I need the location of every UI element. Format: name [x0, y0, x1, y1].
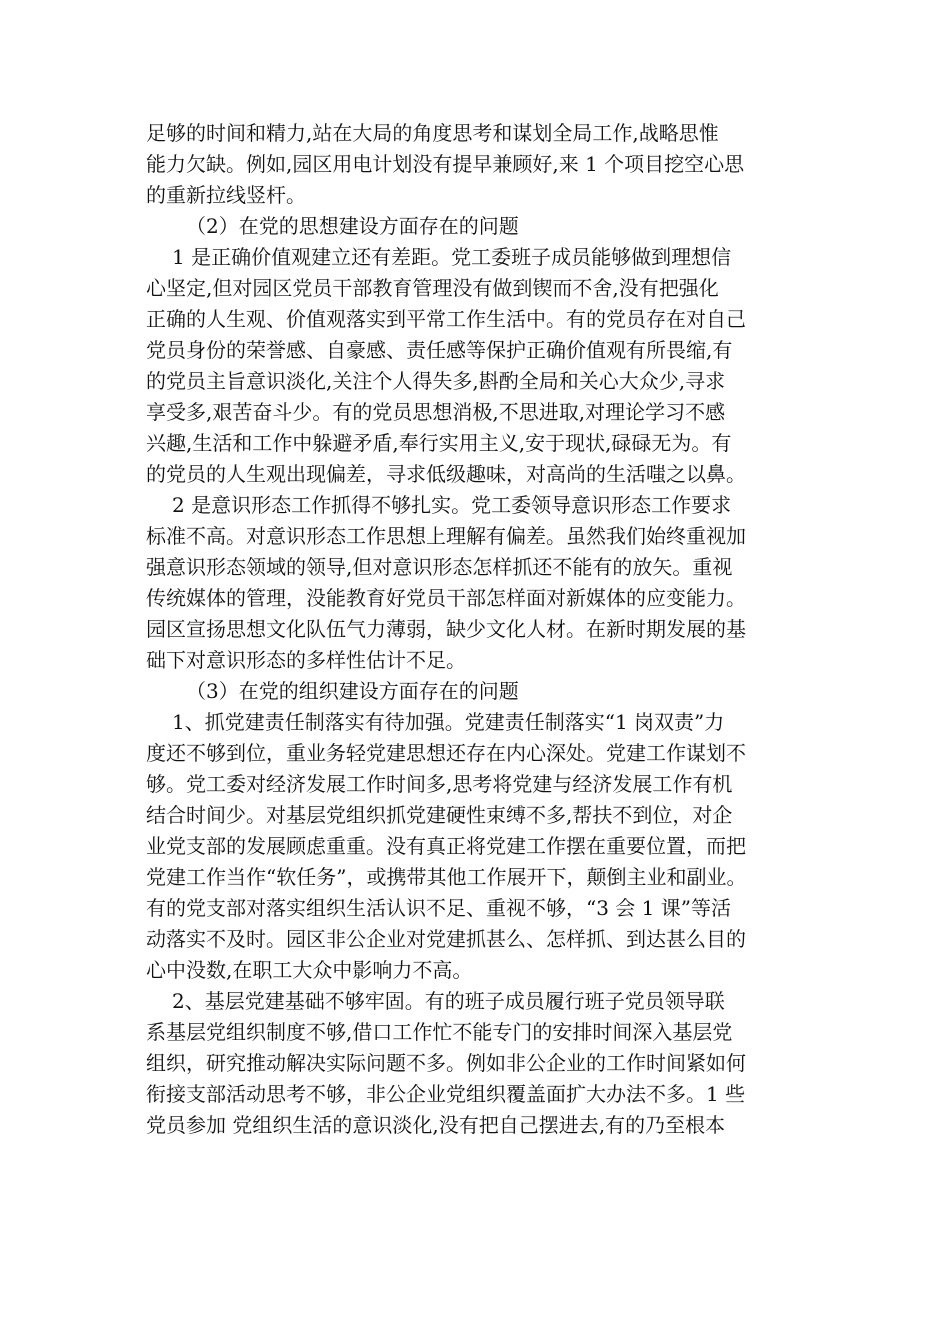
text-line: 标准不高。对意识形态工作思想上理解有偏差。虽然我们始终重视加	[146, 524, 746, 548]
text-line: 园区宣扬思想文化队伍气力薄弱，缺少文化人材。在新时期发展的基	[146, 617, 746, 641]
text-line: 强意识形态领域的领导,但对意识形态怎样抓还不能有的放矢。重视	[146, 555, 733, 579]
paragraph-start: 1 是正确价值观建立还有差距。党工委班子成员能够做到理想信	[172, 245, 732, 269]
text-line: 传统媒体的管理，没能教育好党员干部怎样面对新媒体的应变能力。	[146, 586, 746, 610]
text-line: 础下对意识形态的多样性估计不足。	[146, 648, 466, 672]
text-line: 的重新拉线竖杆。	[146, 183, 306, 207]
text-line: 正确的人生观、价值观落实到平常工作生活中。有的党员存在对自己	[146, 307, 746, 331]
text-line: 业党支部的发展顾虑重重。没有真正将党建工作摆在重要位置，而把	[146, 834, 746, 858]
text-line: 心中没数,在职工大众中影响力不高。	[146, 958, 473, 982]
text-line: 够。党工委对经济发展工作时间多,思考将党建与经济发展工作有机	[146, 772, 733, 796]
paragraph-start: 2 是意识形态工作抓得不够扎实。党工委领导意识形态工作要求	[172, 493, 732, 517]
section-heading: （3）在党的组织建设方面存在的问题	[186, 679, 519, 703]
text-line: 党建工作当作“软任务”，或携带其他工作展开下，颠倒主业和副业。	[146, 865, 747, 889]
text-line: 享受多,艰苦奋斗少。有的党员思想消极,不思进取,对理论学习不感	[146, 400, 726, 424]
text-line: 动落实不及时。园区非公企业对党建抓甚么、怎样抓、到达甚么目的	[146, 927, 746, 951]
text-line: 结合时间少。对基层党组织抓党建硬性束缚不多,帮扶不到位，对企	[146, 803, 733, 827]
paragraph-start: 1、抓党建责任制落实有待加强。党建责任制落实“1 岗双责”力	[172, 710, 725, 734]
text-line: 衔接支部活动思考不够，非公企业党组织覆盖面扩大办法不多。1 些	[146, 1082, 746, 1106]
text-line: 能力欠缺。例如,园区用电计划没有提早兼顾好,来 1 个项目挖空心思	[146, 152, 745, 176]
text-line: 组织，研究推动解决实际问题不多。例如非公企业的工作时间紧如何	[146, 1051, 746, 1075]
text-line: 的党员主旨意识淡化,关注个人得失多,斟酌全局和关心大众少,寻求	[146, 369, 726, 393]
body-text	[146, 118, 816, 1141]
text-line: 系基层党组织制度不够,借口工作忙不能专门的安排时间深入基层党	[146, 1020, 733, 1044]
text-line: 心坚定,但对园区党员干部教育管理没有做到锲而不舍,没有把强化	[146, 276, 719, 300]
section-heading: （2）在党的思想建设方面存在的问题	[186, 214, 519, 238]
paragraph-start: 2、基层党建基础不够牢固。有的班子成员履行班子党员领导联	[172, 989, 725, 1013]
text-line: 有的党支部对落实组织生活认识不足、重视不够，“3 会 1 课”等活	[146, 896, 731, 920]
text-line: 的党员的人生观出现偏差，寻求低级趣味，对高尚的生活嗤之以鼻。	[146, 462, 746, 486]
text-line: 度还不够到位，重业务轻党建思想还存在内心深处。党建工作谋划不	[146, 741, 746, 765]
text-line: 党员参加 党组织生活的意识淡化,没有把自己摆进去,有的乃至根本	[146, 1113, 726, 1137]
text-line: 党员身份的荣誉感、自豪感、责任感等保护正确价值观有所畏缩,有	[146, 338, 733, 362]
text-line: 兴趣,生活和工作中躲避矛盾,奉行实用主义,安于现状,碌碌无为。有	[146, 431, 732, 455]
text-line: 足够的时间和精力,站在大局的角度思考和谋划全局工作,战略思惟	[146, 121, 719, 145]
